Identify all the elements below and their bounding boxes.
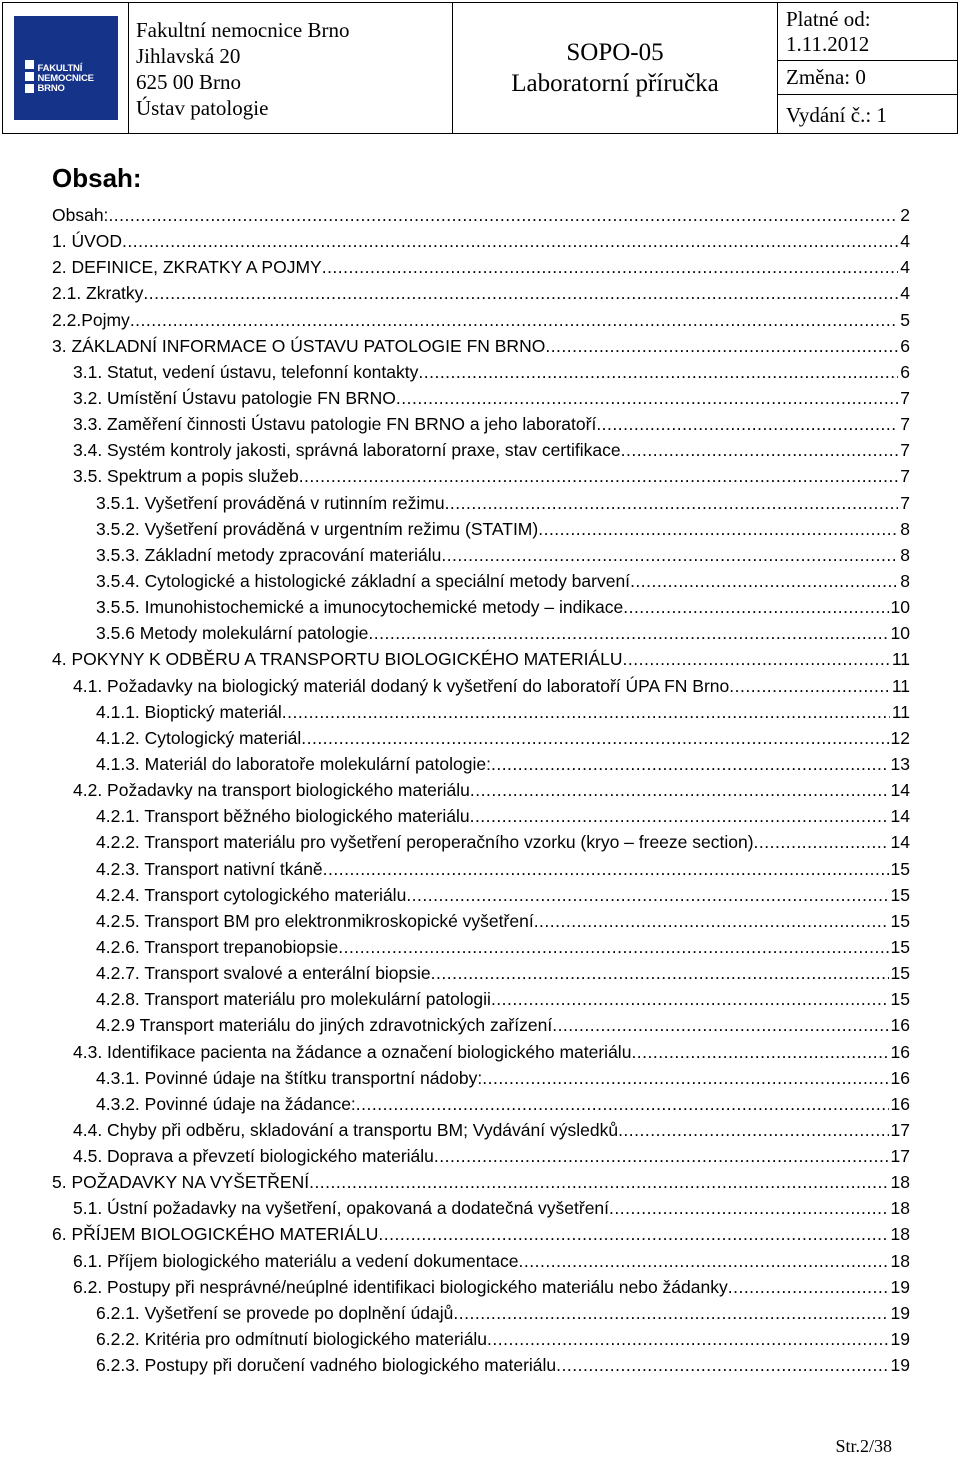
toc-entry-page: 19 — [890, 1276, 910, 1297]
toc-entry[interactable] — [52, 646, 910, 672]
toc-entry-title: 2. DEFINICE, ZKRATKY A POJMY — [52, 257, 322, 278]
toc-entry-page: 8 — [900, 570, 910, 591]
document-title: Laboratorní příručka — [511, 70, 719, 97]
toc-entry[interactable] — [52, 1117, 910, 1143]
toc-entry-title: 4.1.2. Cytologický materiál — [96, 727, 302, 748]
toc-dot-leader — [299, 463, 899, 489]
toc-entry[interactable] — [52, 1143, 910, 1169]
toc-entry-title: Obsah: — [52, 205, 109, 225]
toc-entry[interactable] — [52, 1195, 910, 1221]
toc-entry-page: 11 — [891, 649, 910, 670]
toc-entry-page: 7 — [900, 466, 910, 487]
toc-entry-page: 18 — [890, 1224, 910, 1245]
org-city: 625 00 Brno — [136, 70, 241, 94]
toc-dot-leader — [491, 986, 889, 1012]
toc-entry-page: 19 — [890, 1355, 910, 1376]
toc-entry-page: 18 — [890, 1198, 910, 1219]
toc-entry-page: 17 — [890, 1146, 910, 1167]
toc-entry-title: 2.2.Pojmy — [52, 309, 130, 330]
toc-dot-leader — [470, 803, 889, 829]
toc-dot-leader — [545, 333, 898, 359]
toc-entry-title: 6.2. Postupy při nesprávné/neúplné identifikaci biologického materiálu nebo žádanky — [73, 1276, 728, 1297]
toc-entry-title: 4.2.3. Transport nativní tkáně — [96, 858, 323, 879]
toc-entry-title: 4.2.8. Transport materiálu pro molekulární patologii — [96, 989, 491, 1010]
toc-entry[interactable] — [52, 829, 910, 855]
toc-entry-page: 19 — [890, 1329, 910, 1350]
toc-entry-title: 3.3. Zaměření činnosti Ústavu patologie FN BRNO a jeho laboratoří — [73, 414, 597, 435]
toc-dot-leader — [630, 568, 898, 594]
toc-entry-title: 1. ÚVOD — [52, 231, 123, 252]
toc-entry-title: 4.4. Chyby při odběru, skladování a transportu BM; Vydávání výsledků — [73, 1119, 619, 1140]
toc-entry-page: 16 — [890, 1015, 910, 1036]
toc-entry-title: 4. POKYNY K ODBĚRU A TRANSPORTU BIOLOGICKÉHO MATERIÁLU — [52, 649, 623, 670]
toc-entry-title: 4.2.6. Transport trepanobiopsie — [96, 936, 339, 957]
toc-entry[interactable] — [52, 960, 910, 986]
toc-dot-leader — [519, 1248, 889, 1274]
document-code: SOPO-05 — [566, 39, 664, 66]
toc-entry[interactable] — [52, 699, 910, 725]
toc-entry-page: 5 — [900, 309, 910, 330]
logo-text: FAKULTNÍ NEMOCNICE BRNO — [37, 63, 94, 94]
toc-entry-page: 8 — [900, 518, 910, 539]
toc-entry[interactable] — [52, 594, 910, 620]
toc-dot-leader — [445, 490, 899, 516]
toc-entry-title: 6. PŘÍJEM BIOLOGICKÉHO MATERIÁLU — [52, 1224, 379, 1245]
toc-entry-page: 7 — [900, 414, 910, 435]
toc-entry[interactable] — [52, 1274, 910, 1300]
toc-entry[interactable] — [52, 856, 910, 882]
toc-entry-title: 4.2.1. Transport běžného biologického materiálu — [96, 806, 470, 827]
toc-entry[interactable] — [52, 1012, 910, 1038]
toc-entry-title: 2.1. Zkratky — [52, 283, 144, 304]
toc-entry[interactable] — [52, 307, 910, 333]
toc-dot-leader — [301, 725, 888, 751]
toc-entry-page: 10 — [890, 623, 910, 644]
toc-entry[interactable] — [52, 673, 910, 699]
toc-entry-page: 14 — [890, 780, 910, 801]
toc-heading: Obsah: — [52, 163, 142, 193]
toc-entry-page: 15 — [890, 858, 910, 879]
toc-entry-title: 4.2.9 Transport materiálu do jiných zdravotnických zařízení — [96, 1015, 553, 1036]
toc-entry-title: 4.3.2. Povinné údaje na žádance: — [96, 1093, 356, 1114]
document-title-cell — [453, 3, 778, 133]
toc-dot-leader — [534, 908, 889, 934]
toc-entry[interactable] — [52, 516, 910, 542]
toc-entry[interactable] — [52, 803, 910, 829]
toc-entry[interactable] — [52, 882, 910, 908]
toc-entry-page: 15 — [890, 936, 910, 957]
org-street: Jihlavská 20 — [136, 44, 241, 68]
toc-entry-title: 4.1. Požadavky na biologický materiál dodaný k vyšetření do laboratoří ÚPA FN Brno — [73, 675, 730, 696]
toc-dot-leader — [621, 437, 899, 463]
toc-dot-leader — [323, 856, 889, 882]
toc-entry-page: 15 — [890, 963, 910, 984]
document-meta — [778, 3, 957, 133]
toc-entry-page: 11 — [891, 701, 910, 722]
toc-entry-title: 4.5. Doprava a převzetí biologického materiálu — [73, 1146, 434, 1167]
change-number: Změna: 0 — [778, 61, 957, 95]
toc-dot-leader — [470, 777, 889, 803]
toc-dot-leader — [487, 1326, 888, 1352]
toc-dot-leader — [552, 1012, 888, 1038]
toc-dot-leader — [396, 385, 898, 411]
toc-entry[interactable] — [52, 1326, 910, 1352]
toc-entry[interactable] — [52, 1300, 910, 1326]
toc-entry-title: 3.1. Statut, vedení ústavu, telefonní kontakty — [73, 361, 419, 382]
hospital-logo — [14, 16, 118, 120]
toc-entry-page: 16 — [890, 1093, 910, 1114]
toc-entry-title: 4.3. Identifikace pacienta na žádance a označení biologického materiálu — [73, 1041, 632, 1062]
toc-dot-leader — [441, 542, 898, 568]
toc-entry[interactable] — [52, 228, 910, 254]
page-indicator: Str.2/38 — [835, 1436, 892, 1456]
toc-dot-leader — [378, 1221, 888, 1247]
toc-dot-leader — [491, 751, 889, 777]
toc-entry-title: 5. POŽADAVKY NA VYŠETŘENÍ — [52, 1172, 310, 1193]
toc-entry-title: 3.5.2. Vyšetření prováděná v urgentním režimu (STATIM) — [96, 518, 539, 539]
toc-entry-page: 2 — [900, 205, 910, 225]
toc-entry-page: 6 — [900, 361, 910, 382]
toc-entry-title: 4.2.7. Transport svalové a enterální biopsie — [96, 963, 431, 984]
toc-entry[interactable] — [52, 411, 910, 437]
toc-entry-page: 16 — [890, 1067, 910, 1088]
toc-dot-leader — [418, 359, 898, 385]
toc-entry-title: 6.2.1. Vyšetření se provede po doplnění údajů — [96, 1302, 454, 1323]
toc-entry[interactable] — [52, 751, 910, 777]
document-header — [2, 2, 958, 134]
toc-entry-page: 10 — [890, 597, 910, 618]
toc-entry[interactable] — [52, 280, 910, 306]
toc-dot-leader — [282, 699, 890, 725]
toc-entry-page: 6 — [900, 335, 910, 356]
toc-entry-page: 15 — [890, 884, 910, 905]
toc-dot-leader — [556, 1352, 888, 1378]
toc-entry[interactable] — [52, 437, 910, 463]
toc-entry-page: 15 — [890, 989, 910, 1010]
toc-entry-title: 4.2.5. Transport BM pro elektronmikroskopické vyšetření — [96, 910, 534, 931]
toc-entry-title: 6.2.2. Kritéria pro odmítnutí biologického materiálu — [96, 1329, 488, 1350]
toc-entry-title: 4.2.4. Transport cytologického materiálu — [96, 884, 407, 905]
edition-number: Vydání č.: 1 — [786, 103, 887, 127]
toc-entry[interactable] — [52, 490, 910, 516]
toc-dot-leader — [122, 228, 898, 254]
toc-entry-page: 7 — [900, 492, 910, 513]
toc-entry[interactable] — [52, 1169, 910, 1195]
toc-entry-title: 4.1.3. Materiál do laboratoře molekulární patologie: — [96, 753, 491, 774]
toc-dot-leader — [338, 934, 888, 960]
toc-entry[interactable] — [52, 908, 910, 934]
toc-dot-leader — [609, 1195, 889, 1221]
toc-entry-page: 16 — [890, 1041, 910, 1062]
toc-dot-leader — [754, 829, 889, 855]
valid-from-value: 1.11.2012 — [786, 32, 870, 56]
toc-dot-leader — [434, 1143, 889, 1169]
toc-entry-page: 7 — [900, 440, 910, 461]
toc-entry[interactable] — [52, 463, 910, 489]
toc-entry[interactable] — [52, 202, 910, 228]
toc-entry-page: 13 — [890, 753, 910, 774]
toc-entry-page: 8 — [900, 544, 910, 565]
org-department: Ústav patologie — [136, 96, 269, 120]
toc-dot-leader — [406, 882, 888, 908]
toc-entry[interactable] — [52, 1248, 910, 1274]
toc-entry-title: 6.2.3. Postupy při doručení vadného biologického materiálu — [96, 1355, 557, 1376]
toc-entry-page: 4 — [900, 257, 910, 278]
toc-entry-title: 3.5.4. Cytologické a histologické základní a speciální metody barvení — [96, 570, 631, 591]
toc-entry[interactable] — [52, 1221, 910, 1247]
toc-dot-leader — [322, 254, 899, 280]
toc-dot-leader — [623, 594, 888, 620]
toc-dot-leader — [623, 646, 890, 672]
toc-entry[interactable] — [52, 333, 910, 359]
toc-entry[interactable] — [52, 254, 910, 280]
toc-entry[interactable] — [52, 542, 910, 568]
toc-dot-leader — [130, 307, 898, 333]
toc-entry-page: 14 — [890, 806, 910, 827]
toc-entry-title: 3. ZÁKLADNÍ INFORMACE O ÚSTAVU PATOLOGIE FN BRNO — [52, 335, 546, 356]
toc-entry-page: 19 — [890, 1302, 910, 1323]
toc-dot-leader — [309, 1169, 888, 1195]
toc-entry-page: 14 — [890, 832, 910, 853]
toc-entry[interactable] — [52, 934, 910, 960]
toc-entry[interactable] — [52, 777, 910, 803]
toc-entry-page: 11 — [891, 675, 910, 696]
toc-dot-leader — [596, 411, 898, 437]
toc-entry-page: 18 — [890, 1172, 910, 1193]
toc-dot-leader — [482, 1065, 888, 1091]
toc-entry[interactable] — [52, 1352, 910, 1378]
toc-entry-title: 4.1.1. Bioptický materiál — [96, 701, 282, 722]
valid-from — [778, 3, 957, 61]
toc-entry-title: 6.1. Příjem biologického materiálu a vedení dokumentace — [73, 1250, 519, 1271]
toc-dot-leader — [538, 516, 898, 542]
toc-dot-leader — [631, 1039, 888, 1065]
table-of-contents — [52, 202, 910, 1378]
toc-entry[interactable] — [52, 568, 910, 594]
toc-entry[interactable] — [52, 1039, 910, 1065]
org-name: Fakultní nemocnice Brno — [136, 18, 350, 42]
toc-dot-leader — [728, 1274, 889, 1300]
toc-entry[interactable] — [52, 620, 910, 646]
toc-dot-leader — [108, 202, 898, 228]
toc-entry-title: 4.3.1. Povinné údaje na štítku transportní nádoby: — [96, 1067, 483, 1088]
toc-entry-page: 7 — [900, 387, 910, 408]
toc-entry-page: 17 — [890, 1119, 910, 1140]
toc-dot-leader — [618, 1117, 888, 1143]
toc-entry-title: 4.2. Požadavky na transport biologického materiálu — [73, 780, 470, 801]
valid-from-label: Platné od: — [786, 7, 871, 31]
organization-address — [129, 3, 453, 133]
toc-entry[interactable] — [52, 1091, 910, 1117]
toc-entry-title: 3.5.3. Základní metody zpracování materiálu — [96, 544, 442, 565]
toc-entry-page: 18 — [890, 1250, 910, 1271]
toc-entry-page: 15 — [890, 910, 910, 931]
toc-entry-page: 4 — [900, 283, 910, 304]
toc-entry-title: 3.5.1. Vyšetření prováděná v rutinním režimu — [96, 492, 445, 513]
toc-entry[interactable] — [52, 986, 910, 1012]
toc-dot-leader — [453, 1300, 888, 1326]
toc-dot-leader — [368, 620, 888, 646]
toc-entry-title: 3.5.6 Metody molekulární patologie — [96, 623, 369, 644]
toc-entry[interactable] — [52, 725, 910, 751]
logo-cell — [3, 3, 129, 133]
toc-entry-title: 5.1. Ústní požadavky na vyšetření, opakovaná a dodatečná vyšetření — [73, 1198, 610, 1219]
toc-entry-title: 4.2.2. Transport materiálu pro vyšetření peroperačního vzorku (kryo – freeze section) — [96, 832, 754, 853]
toc-entry-title: 3.2. Umístění Ústavu patologie FN BRNO — [73, 387, 396, 408]
toc-dot-leader — [356, 1091, 889, 1117]
toc-entry-page: 12 — [890, 727, 910, 748]
toc-dot-leader — [143, 280, 898, 306]
toc-entry-page: 4 — [900, 231, 910, 252]
toc-entry[interactable] — [52, 359, 910, 385]
toc-dot-leader — [729, 673, 890, 699]
toc-entry[interactable] — [52, 1065, 910, 1091]
toc-entry-title: 3.4. Systém kontroly jakosti, správná laboratorní praxe, stav certifikace — [73, 440, 621, 461]
toc-entry-title: 3.5. Spektrum a popis služeb — [73, 466, 299, 487]
toc-dot-leader — [431, 960, 889, 986]
toc-entry[interactable] — [52, 385, 910, 411]
toc-entry-title: 3.5.5. Imunohistochemické a imunocytochemické metody – indikace — [96, 597, 624, 618]
